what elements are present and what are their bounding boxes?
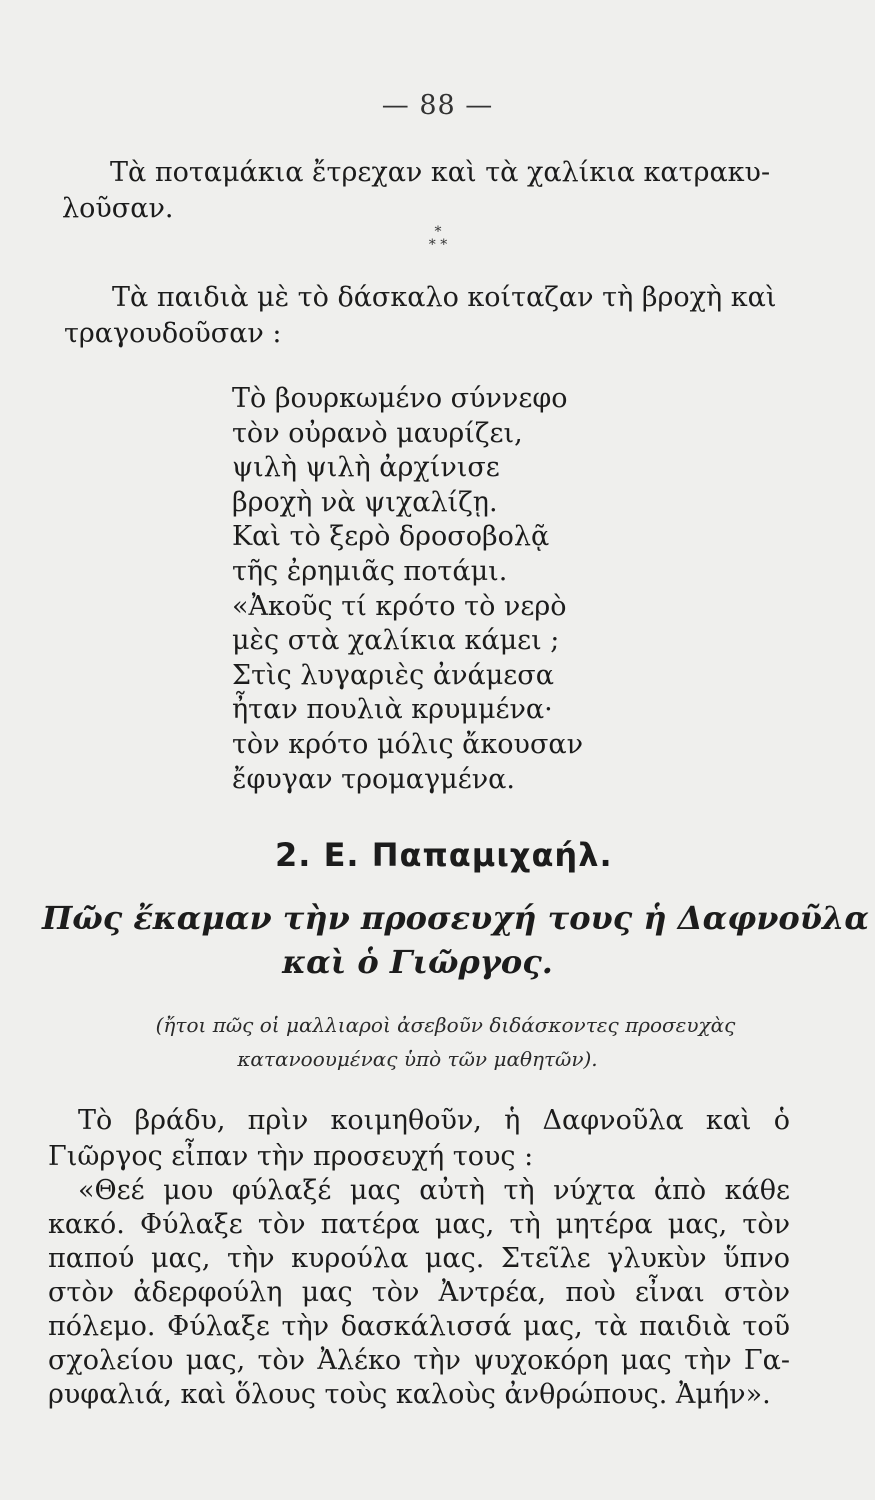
asterism-divider — [418, 226, 458, 252]
poem-line: Στὶς λυγαριὲς ἀνάμεσα — [232, 659, 554, 691]
prayer-line: ρυφαλιά, καὶ ὅλους τοὺς καλοὺς ἀνθρώπους. Ἀμήν». — [48, 1379, 771, 1410]
page-number: — 88 — — [381, 90, 494, 121]
prayer-line: σχολείου μας, τὸν Ἀλέκο τὴν ψυχοκόρη μας τὴν Γα- — [48, 1345, 790, 1376]
poem — [232, 382, 583, 797]
prayer-line: «Θεέ μου φύλαξέ μας αὐτὴ τὴ νύχτα ἀπὸ κάθε — [78, 1175, 790, 1206]
song-intro-line: Τὰ παιδιὰ μὲ τὸ δάσκαλο κοίταζαν τὴ βροχὴ καὶ — [112, 282, 777, 313]
song-intro-paragraph — [64, 280, 812, 352]
poem-line: βροχὴ νὰ ψιχαλίζῃ. — [232, 486, 498, 518]
story-line: Γιῶργος εἶπαν τὴν προσευχή τους : — [48, 1141, 534, 1172]
poem-line: τῆς ἐρημιᾶς ποτάμι. — [232, 555, 508, 587]
song-intro-line: τραγουδοῦσαν : — [64, 318, 282, 349]
asterism-bottom: * * — [428, 237, 448, 253]
prayer-line: παπού μας, τὴν κυρούλα μας. Στεῖλε γλυκὺν ὕπνο — [48, 1243, 790, 1274]
story-title-line: Πῶς ἔκαμαν τὴν προσευχή τους ἡ Δαφνοῦλα — [42, 899, 869, 937]
poem-line: «Ἀκοῦς τί κρότο τὸ νερὸ — [232, 590, 567, 622]
intro-paragraph — [62, 155, 810, 227]
story-line: Τὸ βράδυ, πρὶν κοιμηθοῦν, ἡ Δαφνοῦλα καὶ ὁ — [78, 1105, 790, 1136]
prayer-paragraph — [48, 1174, 790, 1412]
intro-line: Τὰ ποταμάκια ἔτρεχαν καὶ τὰ χαλίκια κατρακυ- — [110, 157, 771, 188]
poem-line: ἦταν πουλιὰ κρυμμένα· — [232, 694, 553, 726]
prayer-line: κακό. Φύλαξε τὸν πατέρα μας, τὴ μητέρα μας, τὸν — [48, 1209, 790, 1240]
story-paragraph — [48, 1103, 790, 1175]
poem-line: Καὶ τὸ ξερὸ δροσοβολᾷ — [232, 521, 550, 553]
poem-line: ἔφυγαν τρομαγμένα. — [232, 763, 515, 795]
asterism-top: * — [434, 224, 442, 240]
prayer-line: πόλεμο. Φύλαξε τὴν δασκάλισσά μας, τὰ παιδιὰ τοῦ — [48, 1311, 790, 1342]
prayer-line: στὸν ἀδερφούλη μας τὸν Ἀντρέα, ποὺ εἶναι στὸν — [48, 1277, 790, 1308]
section-heading: 2. Ε. Παπαμιχαήλ. — [275, 836, 613, 874]
editorial-note-line: κατανοουμένας ὑπὸ τῶν μαθητῶν). — [237, 1047, 598, 1071]
intro-line: λοῦσαν. — [62, 193, 174, 224]
poem-line: τὸν κρότο μόλις ἄκουσαν — [232, 728, 584, 760]
poem-line: μὲς στὰ χαλίκια κάμει ; — [232, 625, 560, 657]
story-title-line: καὶ ὁ Γιῶργος. — [282, 943, 553, 981]
poem-line: ψιλὴ ψιλὴ ἀρχίνισε — [232, 452, 500, 484]
editorial-note-line: (ἤτοι πῶς οἱ μαλλιαροὶ ἀσεβοῦν διδάσκοντες προσευχὰς — [155, 1013, 736, 1037]
poem-line: τὸν οὐρανὸ μαυρίζει, — [232, 417, 523, 449]
poem-line: Τὸ βουρκωμένο σύννεφο — [232, 383, 568, 414]
